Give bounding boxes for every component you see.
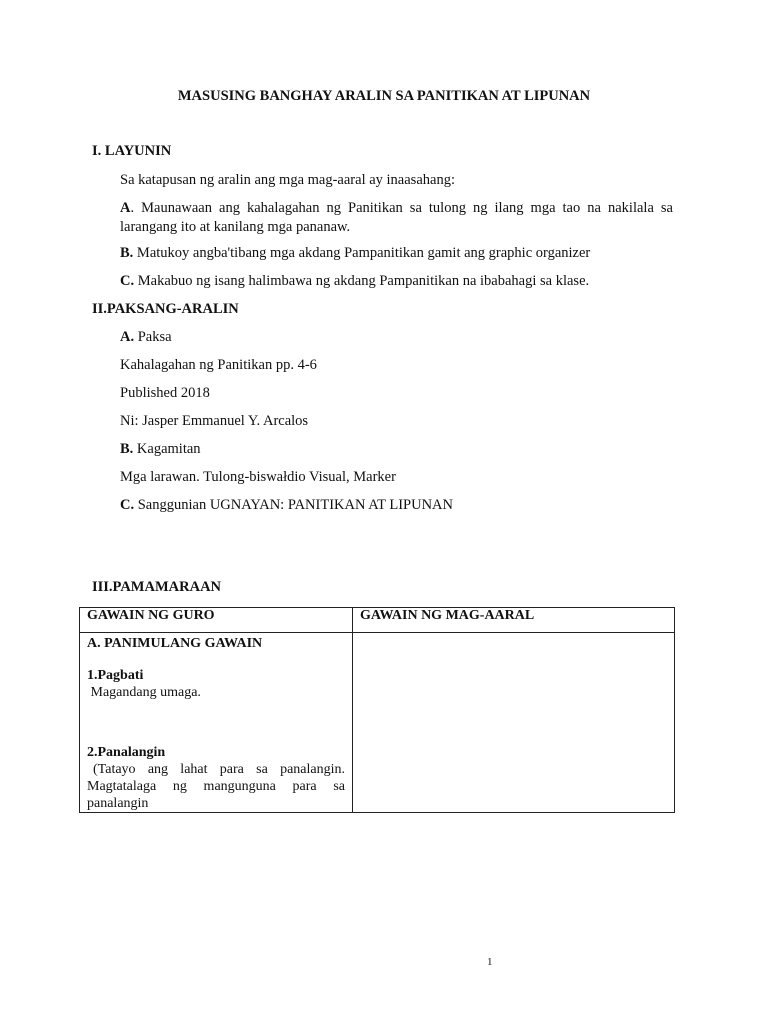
teacher-activity-cell [80, 633, 353, 813]
kagamitan-text: Kagamitan [133, 441, 201, 457]
paksa-line-published: Published 2018 [120, 385, 210, 401]
sanggunian [120, 497, 453, 514]
objective-text: . Maunawaan ang kahalagahan ng Panitikan sa tulong ng ilang mga tao na nakilala sa larangang ito at kanilang mga pananaw. [120, 200, 673, 235]
kagamitan-label [120, 441, 201, 458]
objective-a [120, 199, 673, 237]
section-heading-paksang-aralin: II.PAKSANG-ARALIN [92, 301, 239, 317]
sanggunian-letter: C. [120, 497, 135, 513]
objective-text: Makabuo ng isang halimbawa ng akdang Pampanitikan na ibabahagi sa klase. [134, 273, 590, 289]
header-gawain-mag-aaral: GAWAIN NG MAG-AARAL [353, 608, 675, 633]
kagamitan-letter: B. [120, 441, 134, 457]
paksa-text: Paksa [134, 329, 172, 345]
paksa-line-title: Kahalagahan ng Panitikan pp. 4-6 [120, 357, 317, 373]
objective-letter: A [120, 200, 131, 216]
panalangin-text: (Tatayo ang lahat para sa panalangin. Magtatalaga ng mangunguna para sa panalangin [87, 762, 345, 811]
panimulang-gawain: A. PANIMULANG GAWAIN [87, 636, 263, 651]
objective-text: Matukoy angba'tibang mga akdang Pampanitikan gamit ang graphic organizer [133, 245, 591, 261]
procedure-table [79, 607, 675, 813]
kagamitan-items: Mga larawan. Tulong-biswałdio Visual, Marker [120, 469, 396, 485]
pagbati-text: Magandang umaga. [87, 685, 201, 700]
paksa-label [120, 329, 172, 346]
objective-letter: B. [120, 245, 134, 261]
objectives-intro: Sa katapusan ng aralin ang mga mag-aaral ay inaasahang: [120, 172, 455, 188]
header-gawain-guro: GAWAIN NG GURO [80, 608, 353, 633]
objective-b [120, 245, 590, 262]
paksa-letter: A. [120, 329, 135, 345]
objective-c [120, 273, 589, 290]
pagbati-title: 1.Pagbati [87, 668, 144, 683]
table-header-row [80, 608, 675, 633]
section-heading-layunin: I. LAYUNIN [92, 143, 172, 159]
section-heading-pamamaraan: III.PAMAMARAAN [92, 579, 222, 595]
paksa-line-author: Ni: Jasper Emmanuel Y. Arcalos [120, 413, 309, 429]
sanggunian-text: Sanggunian UGNAYAN: PANITIKAN AT LIPUNAN [134, 497, 453, 513]
student-activity-cell [353, 633, 675, 813]
table-row [80, 633, 675, 813]
panalangin-title: 2.Panalangin [87, 745, 166, 760]
objective-letter: C. [120, 273, 135, 289]
page-number: 1 [487, 956, 493, 968]
document-title: MASUSING BANGHAY ARALIN SA PANITIKAN AT LIPUNAN [177, 88, 591, 104]
